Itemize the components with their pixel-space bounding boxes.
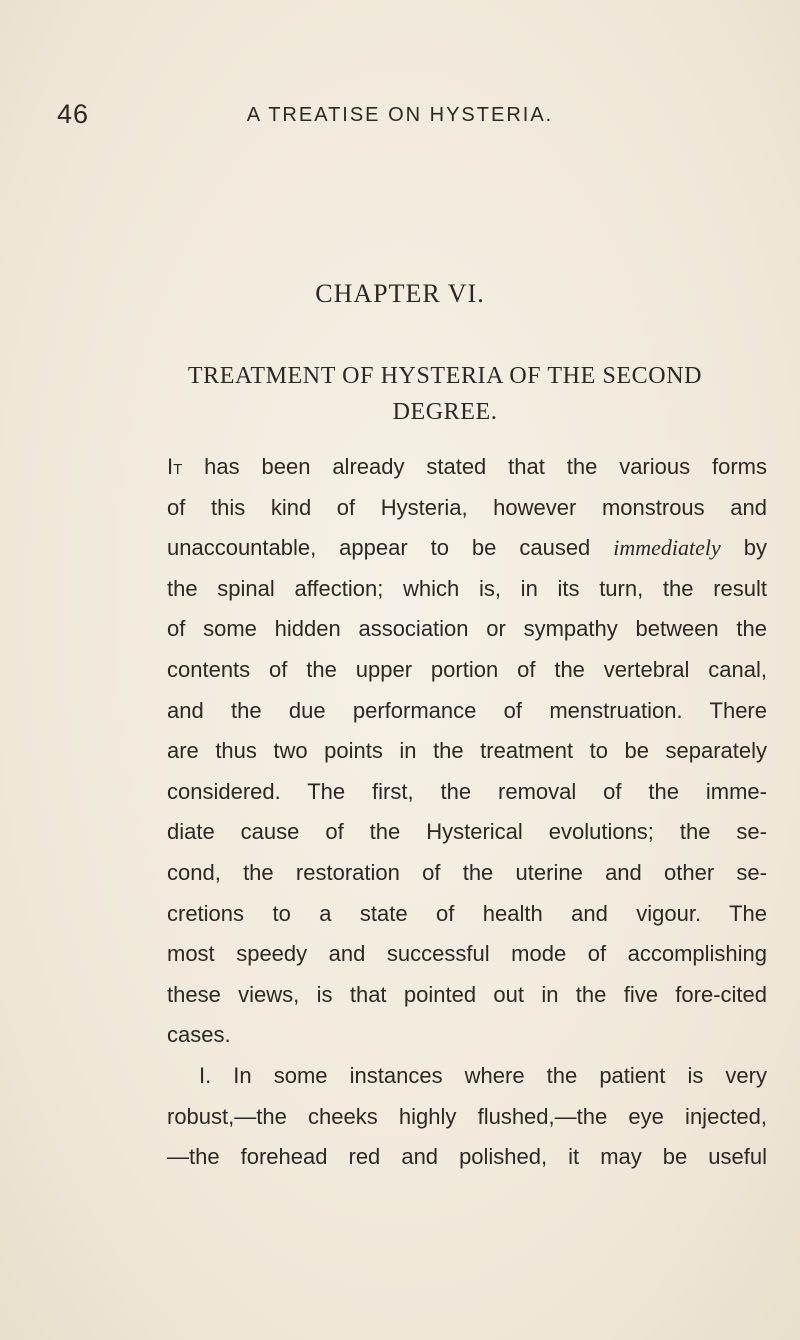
running-head: A TREATISE ON HYSTERIA.: [246, 104, 554, 126]
chapter-title: CHAPTER VI.: [315, 279, 485, 308]
section-heading: [165, 358, 725, 430]
paragraph-2-line: —the forehead red and polished, it may be useful: [167, 1144, 767, 1170]
paragraph-2-line: I. In some instances where the patient is very: [199, 1062, 767, 1088]
paragraph-1-line: cond, the restoration of the uterine and other se-: [167, 859, 767, 885]
paragraph-1-line: diate cause of the Hysterical evolutions; the se-: [167, 819, 767, 845]
paragraph-1-line: are thus two points in the treatment to be separately: [167, 738, 767, 764]
paragraph-1-line: the spinal affection; which is, in its turn, the result: [167, 575, 767, 601]
paragraph-1-line: of some hidden association or sympathy between the: [167, 616, 767, 642]
paragraph-1-line: these views, is that pointed out in the five fore-cited: [167, 981, 767, 1007]
section-heading-line-1: TREATMENT OF HYSTERIA OF THE SECOND: [187, 363, 703, 389]
paragraph-1-line: contents of the upper portion of the vertebral canal,: [167, 656, 767, 682]
drop-word: It: [167, 454, 183, 479]
paragraph-1-line: and the due performance of menstruation. There: [167, 697, 767, 723]
paragraph-1-line: cases.: [167, 1022, 231, 1048]
paragraph-1-line: of this kind of Hysteria, however monstrous and: [167, 494, 767, 520]
paragraph-1-line-1: It has been already stated that the various forms: [167, 454, 767, 479]
page-number: 46: [57, 99, 90, 129]
paragraph-1-line: most speedy and successful mode of accomplishing: [167, 941, 767, 967]
emphasis-word: immediately: [613, 535, 721, 561]
paragraph-2-line: robust,—the cheeks highly flushed,—the eye injected,: [167, 1103, 767, 1129]
body-text: [167, 447, 767, 1178]
paragraph-1-line: unaccountable, appear to be caused immediately by: [167, 535, 767, 561]
paragraph-1-line: cretions to a state of health and vigour. The: [167, 900, 767, 926]
paragraph-1-line: considered. The first, the removal of the imme-: [167, 778, 767, 804]
section-heading-line-2: DEGREE.: [392, 399, 498, 425]
